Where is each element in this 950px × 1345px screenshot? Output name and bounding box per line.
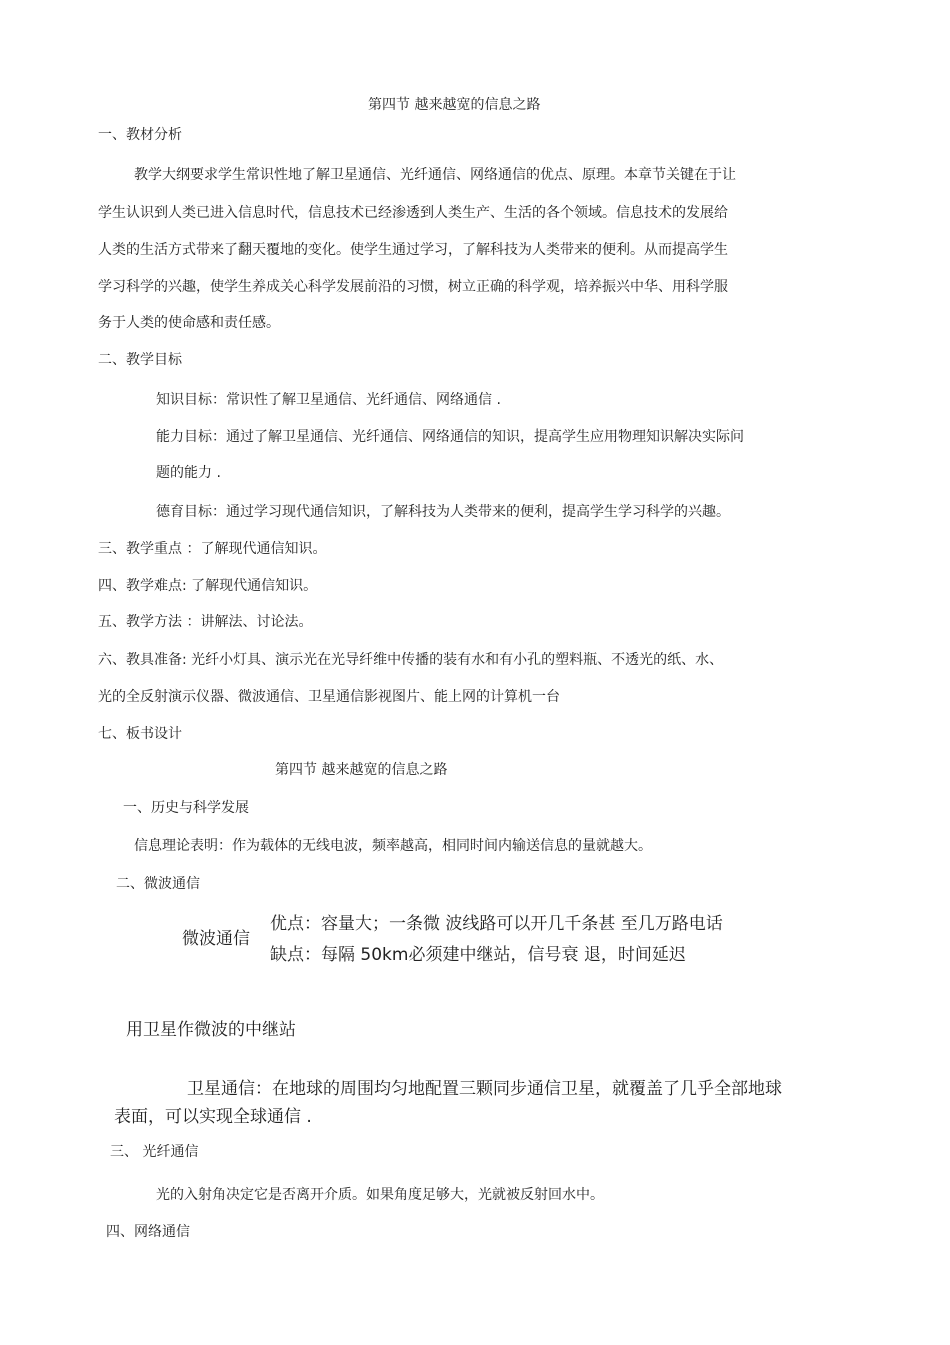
microwave-pros: 优点：容量大；一条微 波线路可以开几千条甚 至几万路电话: [270, 914, 723, 934]
section-7-heading: 七、板书设计: [98, 726, 182, 742]
history-heading: 一、历史与科学发展: [123, 800, 249, 816]
satellite-text: 卫星通信：在地球的周围均匀地配置三颗同步通信卫星，就覆盖了几乎全部地球: [187, 1079, 782, 1099]
paragraph-line: 务于人类的使命感和责任感。: [98, 315, 280, 331]
satellite-text-cont: 表面，可以实现全球通信 .: [114, 1107, 312, 1127]
section-1-heading: 一、教材分析: [98, 127, 182, 143]
satellite-relay: 用卫星作微波的中继站: [126, 1020, 296, 1040]
section-6-equipment-cont: 光的全反射演示仪器、微波通信、卫星通信影视图片、能上网的计算机一台: [98, 689, 560, 705]
paragraph-line: 人类的生活方式带来了翻天覆地的变化。使学生通过学习，了解科技为人类带来的便利。从而提高学生: [98, 242, 728, 258]
section-2-heading: 二、教学目标: [98, 352, 182, 368]
fiber-text: 光的入射角决定它是否离开介质。如果角度足够大，光就被反射回水中。: [156, 1187, 604, 1203]
board-title: 第四节 越来越宽的信息之路: [275, 762, 448, 778]
knowledge-goal: 知识目标：常识性了解卫星通信、光纤通信、网络通信 .: [156, 392, 501, 408]
network-heading: 四、网络通信: [106, 1224, 190, 1240]
ability-goal: 能力目标：通过了解卫星通信、光纤通信、网络通信的知识，提高学生应用物理知识解决实际问: [156, 429, 744, 445]
section-4-difficulty: 四、教学难点: 了解现代通信知识。: [98, 578, 318, 594]
section-5-method: 五、教学方法 ：讲解法、讨论法。: [98, 614, 313, 630]
section-6-equipment: 六、教具准备: 光纤小灯具、演示光在光导纤维中传播的装有水和有小孔的塑料瓶、不透光的纸、水、: [98, 652, 724, 668]
microwave-label: 微波通信: [182, 929, 250, 949]
fiber-heading: 三、 光纤通信: [110, 1144, 199, 1160]
paragraph-line: 教学大纲要求学生常识性地了解卫星通信、光纤通信、网络通信的优点、原理。本章节关键在于让: [134, 167, 736, 183]
paragraph-line: 学生认识到人类已进入信息时代，信息技术已经渗透到人类生产、生活的各个领域。信息技术的发展给: [98, 205, 728, 221]
ability-goal-cont: 题的能力 .: [156, 465, 221, 481]
microwave-cons: 缺点：每隔 50km必须建中继站，信号衰 退，时间延迟: [270, 945, 686, 965]
page-title: 第四节 越来越宽的信息之路: [368, 97, 541, 113]
moral-goal: 德育目标：通过学习现代通信知识，了解科技为人类带来的便利，提高学生学习科学的兴趣。: [156, 504, 730, 520]
paragraph-line: 学习科学的兴趣，使学生养成关心科学发展前沿的习惯，树立正确的科学观，培养振兴中华、用科学服: [98, 279, 728, 295]
microwave-heading: 二、微波通信: [116, 876, 200, 892]
history-text: 信息理论表明：作为载体的无线电波，频率越高，相同时间内输送信息的量就越大。: [134, 838, 652, 854]
section-3-key-point: 三、教学重点 ：了解现代通信知识。: [98, 541, 327, 557]
